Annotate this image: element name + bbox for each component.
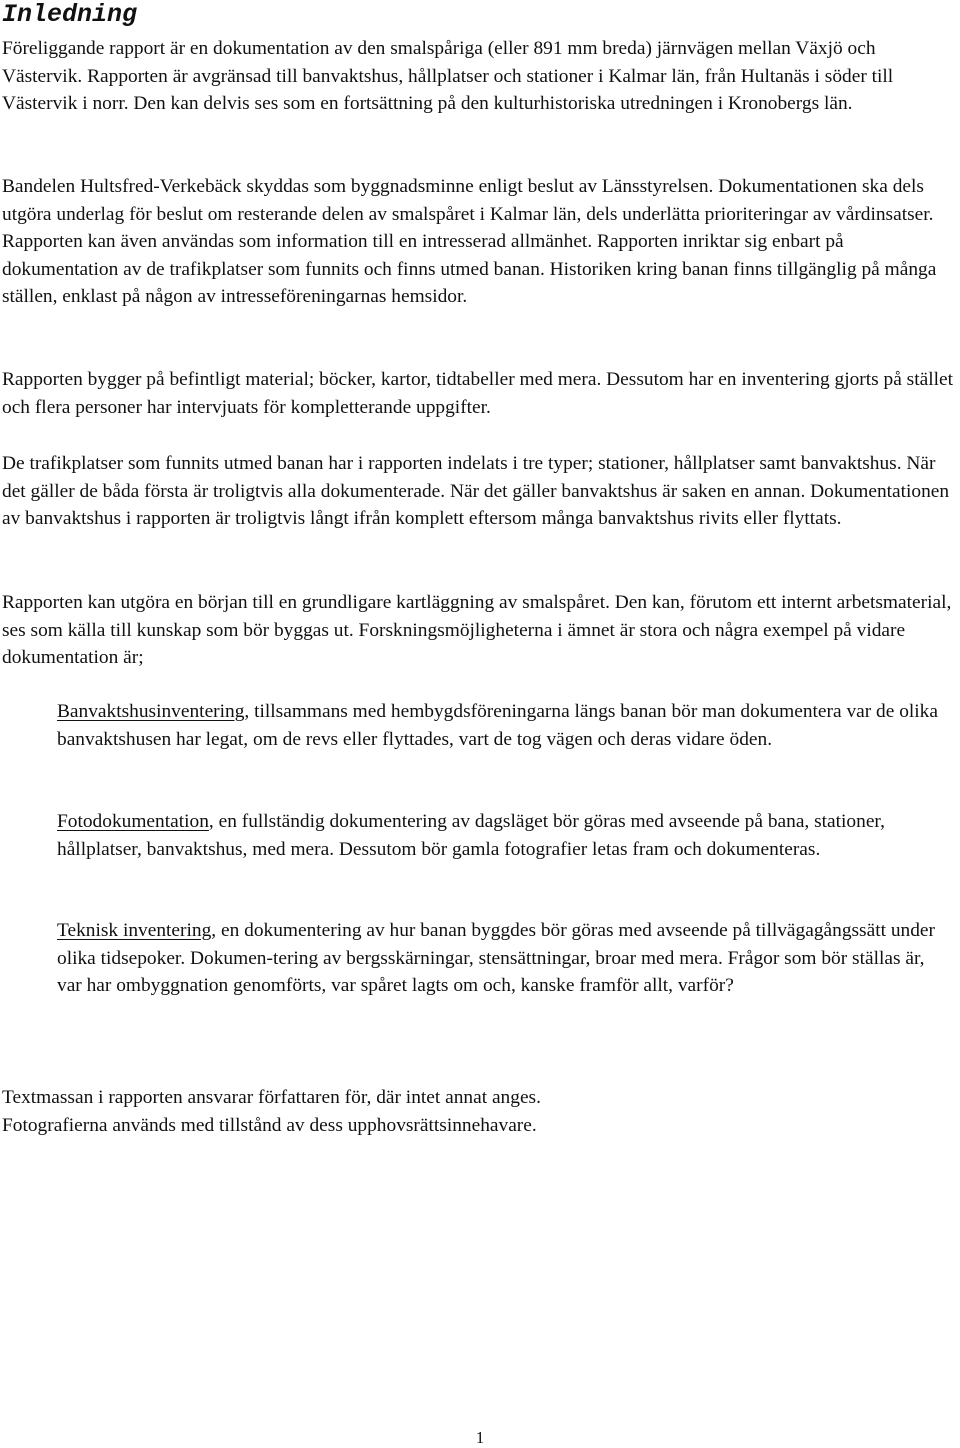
classification-paragraph: De trafikplatser som funnits utmed banan har i rapporten indelats i tre typer; stationer, hållplatser samt banvaktshus. När det gäller de båda första är troligtvis alla dokumenterade. När det gäller banvaktshus är saken en annan. Dokumentationen av banvaktshus i rapporten är troligtvis långt ifrån komplett eftersom många banvaktshus rivits eller flyttats. xyxy=(2,453,950,529)
item-term: Teknisk inventering xyxy=(57,920,212,941)
item-term: Banvaktshusinventering xyxy=(57,701,245,722)
list-item-fotodokumentation xyxy=(57,808,947,863)
item-text: , en fullständig dokumentering av dagsläget bör göras med avseende på bana, stationer, hållplatser, banvaktshus, med mera. Dessutom bör gamla fotografier letas fram och dokumenteras. xyxy=(57,811,885,860)
item-text: , tillsammans med hembygdsföreningarna längs banan bör man dokumentera var de olika banvaktshusen har legat, om de revs eller flyttades, vart de tog vägen och deras vidare öden. xyxy=(57,701,938,750)
list-item-teknisk-inventering xyxy=(57,917,947,1000)
item-text: , en dokumentering av hur banan byggdes bör göras med avseende på tillvägagångssätt under olika tidsepoker. Dokumen-tering av bergsskärningar, stensättningar, broar med mera. Frågor som bör ställas är, var har ombyggnation genomförts, var spåret lagts om och, kanske framför allt, varför? xyxy=(57,920,935,996)
research-paragraph: Rapporten kan utgöra en början till en grundligare kartläggning av smalspåret. Den kan, förutom ett internt arbetsmaterial, ses som källa till kunskap som bör byggas ut. Forskningsmöjligheterna i ämnet är stora och några exempel på vidare dokumentation är; xyxy=(2,592,952,668)
protection-paragraph: Bandelen Hultsfred-Verkebäck skyddas som byggnadsminne enligt beslut av Länsstyrelsen. Dokumentationen ska dels utgöra underlag för beslut om resterande delen av smalspåret i Kalmar län, dels underlätta prioriteringar av vårdinsatser. Rapporten kan även användas som information till en intresserad allmänhet. Rapporten inriktar sig enbart på dokumentation av de trafikplatser som funnits och finns utmed banan. Historiken kring banan finns tillgänglig på många ställen, enklast på någon av intresseföreningarnas hemsidor. xyxy=(2,176,937,307)
footer-note xyxy=(2,1084,958,1139)
page-number: 1 xyxy=(475,1428,485,1447)
list-item-banvaktshusinventering xyxy=(57,698,947,753)
sources-paragraph: Rapporten bygger på befintligt material; böcker, kartor, tidtabeller med mera. Dessutom har en inventering gjorts på stället och flera personer har intervjuats för kompletterande uppgifter. xyxy=(2,369,953,418)
intro-paragraph: Föreliggande rapport är en dokumentation av den smalspåriga (eller 891 mm breda) järnvägen mellan Växjö och Västervik. Rapporten är avgränsad till banvaktshus, hållplatser och stationer i Kalmar län, från Hultanäs i söder till Västervik i norr. Den kan delvis ses som en fortsättning på den kulturhistoriska utredningen i Kronobergs län. xyxy=(2,38,894,114)
author-responsibility-line: Textmassan i rapporten ansvarar författaren för, där intet annat anges. xyxy=(2,1087,541,1108)
page-heading: Inledning xyxy=(2,0,138,29)
photo-rights-line: Fotografierna används med tillstånd av dess upphovsrättsinnehavare. xyxy=(2,1114,537,1136)
item-term: Fotodokumentation xyxy=(57,811,209,832)
